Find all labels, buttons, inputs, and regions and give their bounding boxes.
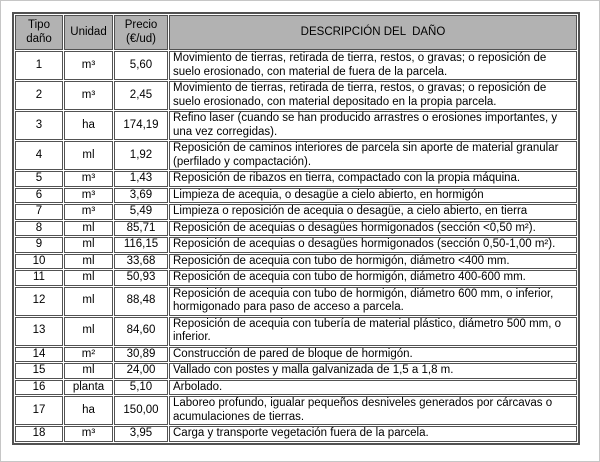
- cell-unidad: m³: [64, 204, 113, 220]
- cell-precio: 88,48: [114, 287, 168, 316]
- cell-tipo: 14: [15, 347, 63, 363]
- table-row: [15, 426, 577, 442]
- cell-precio: 150,00: [114, 396, 168, 425]
- cell-precio: 1,92: [114, 141, 168, 170]
- cell-tipo: 8: [15, 221, 63, 237]
- table-row: [15, 81, 577, 110]
- cell-precio: 3,69: [114, 188, 168, 204]
- col-header-tipo-dano: Tipo daño: [15, 15, 63, 50]
- cell-unidad: m³: [64, 188, 113, 204]
- cell-precio: 24,00: [114, 363, 168, 379]
- cell-tipo: 10: [15, 254, 63, 270]
- cell-tipo: 3: [15, 111, 63, 140]
- cell-unidad: m³: [64, 51, 113, 80]
- cell-precio: 116,15: [114, 237, 168, 253]
- table-row: [15, 171, 577, 187]
- cell-precio: 33,68: [114, 254, 168, 270]
- col-header-unidad: Unidad: [64, 15, 113, 50]
- cell-descripcion: Vallado con postes y malla galvanizada de 1,5 a 1,8 m.: [169, 363, 577, 379]
- col-header-descripcion: DESCRIPCIÓN DEL DAÑO: [169, 15, 577, 50]
- cell-tipo: 1: [15, 51, 63, 80]
- cell-precio: 5,10: [114, 380, 168, 396]
- cell-tipo: 17: [15, 396, 63, 425]
- header-row: [15, 15, 577, 50]
- cell-descripcion: Refino laser (cuando se han producido arrastres o erosiones importantes, y una vez corregidas).: [169, 111, 577, 140]
- cell-descripcion: Construcción de pared de bloque de hormigón.: [169, 347, 577, 363]
- cell-unidad: ml: [64, 287, 113, 316]
- cell-precio: 5,49: [114, 204, 168, 220]
- cell-unidad: m²: [64, 347, 113, 363]
- cell-unidad: ha: [64, 396, 113, 425]
- cell-tipo: 9: [15, 237, 63, 253]
- cell-tipo: 12: [15, 287, 63, 316]
- table-row: [15, 188, 577, 204]
- cell-descripcion: Limpieza de acequia, o desagüe a cielo abierto, en hormigón: [169, 188, 577, 204]
- table-row: [15, 254, 577, 270]
- cell-descripcion: Limpieza o reposición de acequia o desagüe, a cielo abierto, en tierra: [169, 204, 577, 220]
- cell-descripcion: Reposición de caminos interiores de parcela sin aporte de material granular (perfilado y compactación).: [169, 141, 577, 170]
- cell-tipo: 7: [15, 204, 63, 220]
- cell-precio: 84,60: [114, 317, 168, 346]
- cell-tipo: 4: [15, 141, 63, 170]
- table-row: [15, 270, 577, 286]
- cell-descripcion: Reposición de acequia con tubo de hormigón, diámetro <400 mm.: [169, 254, 577, 270]
- cell-precio: 174,19: [114, 111, 168, 140]
- cell-unidad: ml: [64, 221, 113, 237]
- cell-unidad: ml: [64, 141, 113, 170]
- cell-descripcion: Reposición de acequias o desagües hormigonados (sección 0,50-1,00 m²).: [169, 237, 577, 253]
- cell-unidad: ml: [64, 254, 113, 270]
- cell-tipo: 2: [15, 81, 63, 110]
- cell-precio: 30,89: [114, 347, 168, 363]
- cell-unidad: m³: [64, 81, 113, 110]
- cell-descripcion: Reposición de ribazos en tierra, compactado con la propia máquina.: [169, 171, 577, 187]
- cell-precio: 85,71: [114, 221, 168, 237]
- cell-tipo: 16: [15, 380, 63, 396]
- table-row: [15, 237, 577, 253]
- table-row: [15, 380, 577, 396]
- damage-price-table: [12, 12, 580, 445]
- table-row: [15, 111, 577, 140]
- table-row: [15, 363, 577, 379]
- table-row: [15, 347, 577, 363]
- cell-descripcion: Laboreo profundo, igualar pequeños desniveles generados por cárcavas o acumulaciones de tierras.: [169, 396, 577, 425]
- table-row: [15, 287, 577, 316]
- table-row: [15, 317, 577, 346]
- table-row: [15, 396, 577, 425]
- cell-descripcion: Movimiento de tierras, retirada de tierra, restos, o gravas; o reposición de suelo erosionado, con material depositado en la propia parcela.: [169, 81, 577, 110]
- cell-tipo: 18: [15, 426, 63, 442]
- cell-descripcion: Reposición de acequia con tubo de hormigón, diámetro 600 mm, o inferior, hormigonado para paso de acceso a parcela.: [169, 287, 577, 316]
- cell-tipo: 15: [15, 363, 63, 379]
- table-row: [15, 51, 577, 80]
- cell-descripcion: Reposición de acequia con tubo de hormigón, diámetro 400-600 mm.: [169, 270, 577, 286]
- cell-tipo: 13: [15, 317, 63, 346]
- cell-precio: 5,60: [114, 51, 168, 80]
- table-row: [15, 141, 577, 170]
- cell-descripcion: Reposición de acequias o desagües hormigonados (sección <0,50 m²).: [169, 221, 577, 237]
- cell-unidad: ha: [64, 111, 113, 140]
- cell-unidad: ml: [64, 317, 113, 346]
- cell-tipo: 6: [15, 188, 63, 204]
- cell-tipo: 5: [15, 171, 63, 187]
- table-row: [15, 221, 577, 237]
- cell-unidad: planta: [64, 380, 113, 396]
- cell-descripcion: Movimiento de tierras, retirada de tierra, restos, o gravas; o reposición de suelo erosionado, con material de fuera de la parcela.: [169, 51, 577, 80]
- cell-descripcion: Reposición de acequia con tubería de material plástico, diámetro 500 mm, o inferior.: [169, 317, 577, 346]
- cell-unidad: m³: [64, 171, 113, 187]
- cell-descripcion: Carga y transporte vegetación fuera de la parcela.: [169, 426, 577, 442]
- cell-descripcion: Arbolado.: [169, 380, 577, 396]
- col-header-precio: Precio (€/ud): [114, 15, 168, 50]
- cell-precio: 2,45: [114, 81, 168, 110]
- table-row: [15, 204, 577, 220]
- cell-unidad: m³: [64, 426, 113, 442]
- cell-precio: 3,95: [114, 426, 168, 442]
- cell-tipo: 11: [15, 270, 63, 286]
- cell-precio: 50,93: [114, 270, 168, 286]
- cell-precio: 1,43: [114, 171, 168, 187]
- cell-unidad: ml: [64, 237, 113, 253]
- cell-unidad: ml: [64, 363, 113, 379]
- cell-unidad: ml: [64, 270, 113, 286]
